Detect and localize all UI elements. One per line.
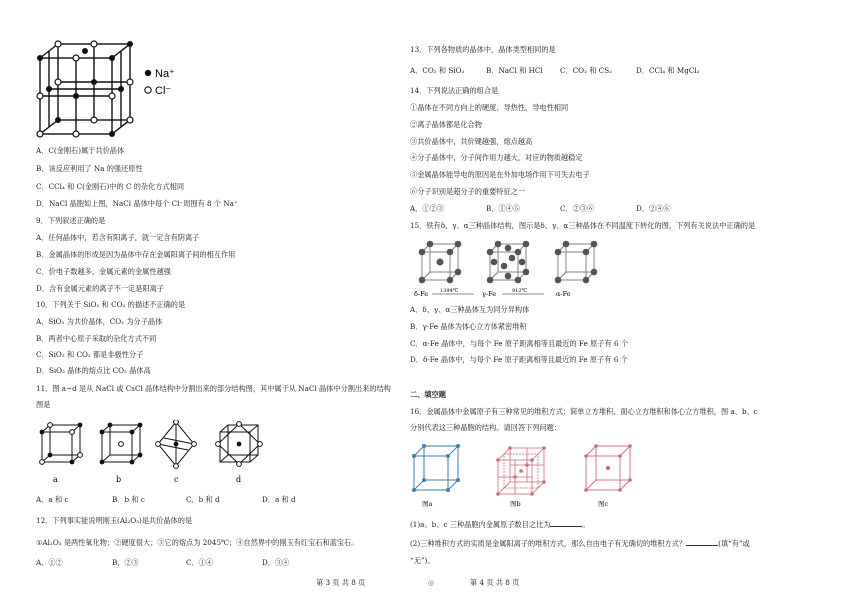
q11-option-c: C．b 和 d xyxy=(186,495,220,504)
q16-part1-text: (1)a、b、c 三种晶胞内金属原子数目之比为 xyxy=(410,520,551,529)
q9-option-a: A．任何晶体中，若含有阳离子，就一定含有阴离子 xyxy=(36,233,200,242)
q13-stem: 13．下列各物质的晶体中，晶体类型相同的是 xyxy=(410,45,556,54)
q11-option-a: A．a 和 c xyxy=(36,495,69,504)
q15-option-d: D．δ-Fe 晶体中，与每个 Fe 原子距离相等且最近的 Fe 原子有 6 个 xyxy=(410,355,628,364)
legend-na: Na⁺ xyxy=(155,68,175,80)
q8-option-b: B．该反应利用了 Na 的强还原性 xyxy=(36,164,143,173)
q8-option-a: A．C(金刚石)属于共价晶体 xyxy=(36,146,125,155)
q8-option-d: D．NaCl 晶胞如上图，NaCl 晶体中每个 Cl⁻周围有 8 个 Na⁺ xyxy=(36,199,238,208)
q9-option-b: B．金属晶体的形成是因为晶体中存在金属阳离子间的相互作用 xyxy=(36,250,236,259)
q16-part1-blank xyxy=(550,519,582,527)
q14-option-b: B．①④⑤ xyxy=(486,204,521,213)
q16-part2-text: (2)三种堆积方式的实质是金属阳离子的堆积方式，那么自由电子有无确切的堆积方式？ xyxy=(410,539,687,548)
nacl-unit-cell-figure xyxy=(36,40,216,140)
q11-structure-figures xyxy=(36,420,296,486)
q14-option-a: A．①②③ xyxy=(410,204,444,213)
q16-part2-hint: (填“有”或 xyxy=(718,539,750,548)
q14-item-2: ②离子晶体都是化合物 xyxy=(410,120,482,129)
q14-item-4: ④分子晶体中，分子间作用力越大，对应的物质越稳定 xyxy=(410,153,583,162)
q16-part1: (1)a、b、c 三种晶胞内金属原子数目之比为 。 xyxy=(410,520,590,529)
q16-part2 xyxy=(410,538,750,548)
q14-option-d: D．②④⑥ xyxy=(636,204,671,213)
q9-stem: 9．下列叙述正确的是 xyxy=(36,216,106,225)
q14-stem: 14．下列说法正确的组合是 xyxy=(410,86,499,95)
q11-label-a: a xyxy=(53,475,58,484)
q15-option-b: B．γ-Fe 晶体为体心立方体紧密堆积 xyxy=(410,322,527,331)
q16-part2-blank xyxy=(686,538,718,546)
section-title: 二、填空题 xyxy=(410,390,446,399)
q14-item-3: ③共价晶体中，共价键越强，熔点越高 xyxy=(410,137,533,146)
q11-label-d: d xyxy=(236,475,242,484)
q16-label-b: 图b xyxy=(510,500,521,508)
q10-option-b: B．两者中心原子采取的杂化方式不同 xyxy=(36,334,157,343)
q10-option-c: C．SiO₂ 和 CO₂ 都是非极性分子 xyxy=(36,350,144,359)
q14-item-1: ①晶体在不同方向上的硬度、导热性、导电性相同 xyxy=(410,103,569,112)
q15-label-delta: δ-Fe xyxy=(414,290,429,298)
q15-temp-1: 1394℃ xyxy=(440,288,459,294)
q11-option-d: D．a 和 d xyxy=(262,495,296,504)
q16-label-c: 图c xyxy=(598,500,609,508)
footer-separator: ◎ xyxy=(428,578,435,587)
q14-item-5: ⑤金属晶体能导电的原因是在外加电场作用下可失去电子 xyxy=(410,170,590,179)
q12-option-d: D．③④ xyxy=(262,558,290,567)
q12-option-b: B．②③ xyxy=(112,558,139,567)
q11-label-c: c xyxy=(174,475,179,484)
q11-option-b: B．b 和 c xyxy=(112,495,145,504)
q15-option-c: C．α-Fe 晶体中，与每个 Fe 原子距离相等且最近的 Fe 原子有 6 个 xyxy=(410,339,629,348)
q16-part2-end: “无”)。 xyxy=(410,556,435,565)
q15-iron-crystal-figure xyxy=(410,236,610,300)
q11-stem-line1: 11．图 a~d 是从 NaCl 或 CsCl 晶体结构中分割出来的部分结构图，其中属于从 NaCl 晶体中分割出来的结构 xyxy=(36,384,391,393)
q14-item-6: ⑥分子识别是超分子的重要特征之一 xyxy=(410,187,526,196)
q13-option-a: A．CO₂ 和 SiO₂ xyxy=(410,66,465,75)
q10-stem: 10．下列关于 SiO₂ 和 CO₂ 的描述不正确的是 xyxy=(36,300,186,309)
q15-temp-2: 912℃ xyxy=(512,288,528,294)
q9-option-d: D．含有金属元素的离子不一定是阳离子 xyxy=(36,284,164,293)
q10-option-a: A．SiO₂ 为共价晶体，CO₂ 为分子晶体 xyxy=(36,317,163,326)
q13-option-b: B．NaCl 和 HCl xyxy=(486,66,543,75)
q15-option-a: A．δ、γ、α三种晶体互为同分异构体 xyxy=(410,305,530,314)
q12-stem: 12．下列事实能说明刚玉(Al₂O₃)是共价晶体的是 xyxy=(36,516,193,525)
q16-label-a: 图a xyxy=(422,500,433,508)
q16-unit-cells-figure xyxy=(410,440,650,510)
q15-stem: 15．铁有δ、γ、α三种晶体结构，图示是δ、γ、α三种晶体在不同温度下转化的图，下列有关说法中正确的是 xyxy=(410,221,756,230)
q15-label-gamma: γ-Fe xyxy=(482,290,497,298)
q12-option-a: A．①② xyxy=(36,558,63,567)
q8-option-c: C．CCl₄ 和 C(金刚石)中的 C 的杂化方式相同 xyxy=(36,182,185,191)
q10-option-d: D．SiO₂ 晶体的熔点比 CO₂ 晶体高 xyxy=(36,366,151,375)
q9-option-c: C．价电子数越多，金属元素的金属性越强 xyxy=(36,267,171,276)
q12-facts: ①Al₂O₃ 是两性氧化物；②硬度很大；③它的熔点为 2045℃；④自然界中的刚玉有红宝石和蓝宝石。 xyxy=(36,538,359,547)
q16-stem-line1: 16．金属晶体中金属原子有三种常见的堆积方式：简单立方堆积、面心立方堆积和体心立方堆积，图 a、b、c xyxy=(410,407,758,416)
q11-label-b: b xyxy=(116,475,122,484)
q13-option-d: D．CCl₄ 和 MgCl₂ xyxy=(636,66,700,75)
legend-cl: Cl⁻ xyxy=(155,85,172,97)
footer-left-page: 第 3 页 共 8 页 xyxy=(316,578,366,587)
q13-option-c: C．CO₂ 和 CS₂ xyxy=(560,66,613,75)
q16-stem-line2: 分别代表这三种晶胞的结构。请回答下列问题： xyxy=(410,423,561,432)
q15-label-alpha: α-Fe xyxy=(556,290,571,298)
q12-option-c: C．①④ xyxy=(186,558,214,567)
q14-option-c: C．②③⑥ xyxy=(560,204,595,213)
footer-right-page: 第 4 页 共 8 页 xyxy=(470,578,520,587)
q11-stem-line2: 图是 xyxy=(36,400,51,409)
